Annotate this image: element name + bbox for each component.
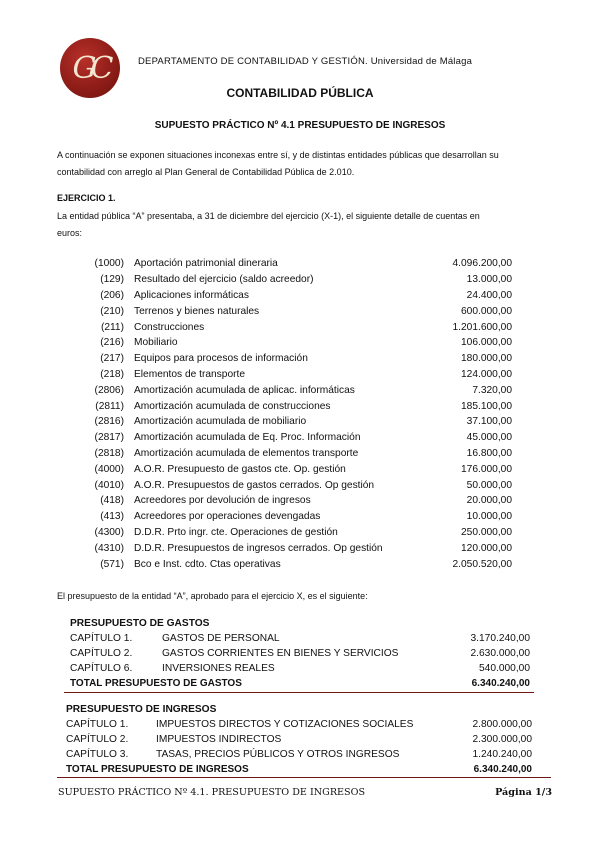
intro-line: contabilidad con arreglo al Plan General de Contabilidad Pública de 2.010. [57, 167, 355, 177]
account-row [82, 556, 512, 572]
account-description: Amortización acumulada de aplicac. informáticas [134, 384, 355, 396]
page-title: CONTABILIDAD PÚBLICA [226, 86, 374, 100]
exercise-paragraph [57, 208, 552, 242]
account-description: Terrenos y bienes naturales [134, 305, 260, 317]
account-row [82, 525, 512, 541]
chapter-label: CAPÍTULO 3. [66, 749, 129, 760]
account-description: Resultado del ejercicio (saldo acreedor) [134, 274, 314, 286]
account-row [82, 272, 512, 288]
expenses-total-row [70, 676, 530, 691]
expenses-row [70, 631, 530, 646]
account-code: (418) [100, 495, 124, 507]
revenue-total-label: TOTAL PRESUPUESTO DE INGRESOS [66, 764, 249, 775]
revenue-heading: PRESUPUESTO DE INGRESOS [66, 704, 217, 715]
page-number: Página 1/3 [495, 787, 552, 798]
footer-divider [57, 777, 551, 778]
account-code: (2818) [94, 447, 124, 459]
account-description: D.D.R. Presupuestos de ingresos cerrados. Op gestión [134, 542, 383, 554]
chapter-name: IMPUESTOS DIRECTOS Y COTIZACIONES SOCIALES [156, 719, 414, 730]
account-description: Amortización acumulada de mobiliario [134, 416, 307, 428]
account-amount: 185.100,00 [461, 400, 512, 412]
chapter-label: CAPÍTULO 2. [66, 734, 129, 745]
account-row [82, 335, 512, 351]
account-description: Bco e Inst. cdto. Ctas operativas [134, 558, 281, 570]
account-code: (4010) [94, 479, 124, 491]
account-row [82, 477, 512, 493]
intro-line: A continuación se exponen situaciones inconexas entre sí, y de distintas entidades públicas que desarrollan su [57, 150, 499, 160]
account-code: (4300) [94, 526, 124, 538]
account-row [82, 351, 512, 367]
intro-paragraph [57, 147, 552, 181]
account-row [82, 256, 512, 272]
chapter-amount: 2.300.000,00 [472, 734, 532, 745]
account-amount: 10.000,00 [466, 511, 512, 523]
account-description: A.O.R. Presupuestos de gastos cerrados. Op gestión [134, 479, 375, 491]
account-code: (217) [100, 353, 124, 365]
expenses-row [70, 646, 530, 661]
account-code: (210) [100, 305, 124, 317]
account-row [82, 430, 512, 446]
account-description: Elementos de transporte [134, 368, 245, 380]
expenses-divider [64, 692, 534, 693]
chapter-name: INVERSIONES REALES [162, 663, 275, 674]
exercise-line: La entidad pública “A” presentaba, a 31 de diciembre del ejercicio (X-1), el siguiente detalle de cuentas en [57, 211, 480, 221]
account-description: Amortización acumulada de Eq. Proc. Información [134, 432, 361, 444]
account-code: (1000) [94, 258, 124, 270]
account-amount: 16.800,00 [466, 447, 512, 459]
account-description: Aportación patrimonial dineraria [134, 258, 278, 270]
expenses-total-label: TOTAL PRESUPUESTO DE GASTOS [70, 678, 242, 689]
chapter-label: CAPÍTULO 1. [70, 633, 133, 644]
account-amount: 1.201.600,00 [452, 321, 512, 333]
revenue-total-amount: 6.340.240,00 [473, 764, 532, 775]
account-code: (211) [100, 321, 124, 333]
account-amount: 176.000,00 [461, 463, 512, 475]
chapter-amount: 540.000,00 [479, 663, 530, 674]
revenue-row [66, 747, 532, 762]
logo-text: GC [72, 50, 108, 86]
account-description: Construcciones [134, 321, 205, 333]
chapter-name: TASAS, PRECIOS PÚBLICOS Y OTROS INGRESOS [156, 749, 400, 760]
account-description: Aplicaciones informáticas [134, 289, 249, 301]
exercise-title: EJERCICIO 1. [57, 193, 116, 203]
chapter-label: CAPÍTULO 2. [70, 648, 133, 659]
revenue-row [66, 717, 532, 732]
account-row [82, 461, 512, 477]
account-description: Mobiliario [134, 337, 178, 349]
account-row [82, 414, 512, 430]
expenses-heading: PRESUPUESTO DE GASTOS [70, 618, 210, 629]
account-code: (2817) [94, 432, 124, 444]
account-amount: 106.000,00 [461, 337, 512, 349]
account-amount: 124.000,00 [461, 368, 512, 380]
account-amount: 2.050.520,00 [452, 558, 512, 570]
chapter-amount: 1.240.240,00 [472, 749, 532, 760]
account-amount: 7.320,00 [472, 384, 512, 396]
account-amount: 13.000,00 [466, 274, 512, 286]
chapter-amount: 2.630.000,00 [470, 648, 530, 659]
account-row [82, 382, 512, 398]
account-description: Acreedores por operaciones devengadas [134, 511, 321, 523]
account-code: (206) [100, 289, 124, 301]
account-row [82, 493, 512, 509]
account-amount: 120.000,00 [461, 542, 512, 554]
department-header: DEPARTAMENTO DE CONTABILIDAD Y GESTIÓN. Universidad de Málaga [138, 56, 473, 67]
chapter-label: CAPÍTULO 6. [70, 663, 133, 674]
chapter-label: CAPÍTULO 1. [66, 719, 129, 730]
account-code: (413) [100, 511, 124, 523]
revenue-row [66, 732, 532, 747]
account-amount: 20.000,00 [466, 495, 512, 507]
chapter-name: IMPUESTOS INDIRECTOS [156, 734, 282, 745]
expenses-row [70, 661, 530, 676]
account-code: (2806) [94, 384, 124, 396]
footer-title: SUPUESTO PRÁCTICO Nº 4.1. PRESUPUESTO DE INGRESOS [58, 787, 366, 798]
account-row [82, 398, 512, 414]
account-amount: 180.000,00 [461, 353, 512, 365]
account-row [82, 319, 512, 335]
account-amount: 250.000,00 [461, 526, 512, 538]
chapter-name: GASTOS DE PERSONAL [162, 633, 280, 644]
account-code: (218) [100, 368, 124, 380]
chapter-name: GASTOS CORRIENTES EN BIENES Y SERVICIOS [162, 648, 399, 659]
account-code: (571) [100, 558, 124, 570]
chapter-amount: 3.170.240,00 [470, 633, 530, 644]
page-subtitle: SUPUESTO PRÁCTICO Nº 4.1 PRESUPUESTO DE INGRESOS [154, 120, 446, 131]
account-amount: 4.096.200,00 [452, 258, 512, 270]
account-row [82, 446, 512, 462]
account-description: Acreedores por devolución de ingresos [134, 495, 311, 507]
budget-intro: El presupuesto de la entidad “A”, aprobado para el ejercicio X, es el siguiente: [57, 591, 368, 601]
account-description: Amortización acumulada de elementos transporte [134, 447, 359, 459]
account-amount: 24.400,00 [466, 289, 512, 301]
account-row [82, 288, 512, 304]
account-code: (216) [100, 337, 124, 349]
account-code: (129) [100, 274, 124, 286]
account-description: Amortización acumulada de construcciones [134, 400, 331, 412]
account-code: (2811) [95, 400, 124, 412]
expenses-total-amount: 6.340.240,00 [471, 678, 530, 689]
account-amount: 600.000,00 [461, 305, 512, 317]
chapter-amount: 2.800.000,00 [472, 719, 532, 730]
account-description: D.D.R. Prto ingr. cte. Operaciones de gestión [134, 526, 338, 538]
account-row [82, 303, 512, 319]
account-row [82, 367, 512, 383]
account-description: Equipos para procesos de información [134, 353, 308, 365]
accounts-list [82, 256, 512, 572]
account-code: (4310) [94, 542, 124, 554]
account-amount: 45.000,00 [466, 432, 512, 444]
account-description: A.O.R. Presupuesto de gastos cte. Op. gestión [134, 463, 346, 475]
revenue-total-row [66, 762, 532, 777]
account-row [82, 540, 512, 556]
account-code: (4000) [94, 463, 124, 475]
account-amount: 50.000,00 [466, 479, 512, 491]
account-code: (2816) [94, 416, 124, 428]
account-row [82, 509, 512, 525]
account-amount: 37.100,00 [466, 416, 512, 428]
exercise-line: euros: [57, 228, 83, 238]
